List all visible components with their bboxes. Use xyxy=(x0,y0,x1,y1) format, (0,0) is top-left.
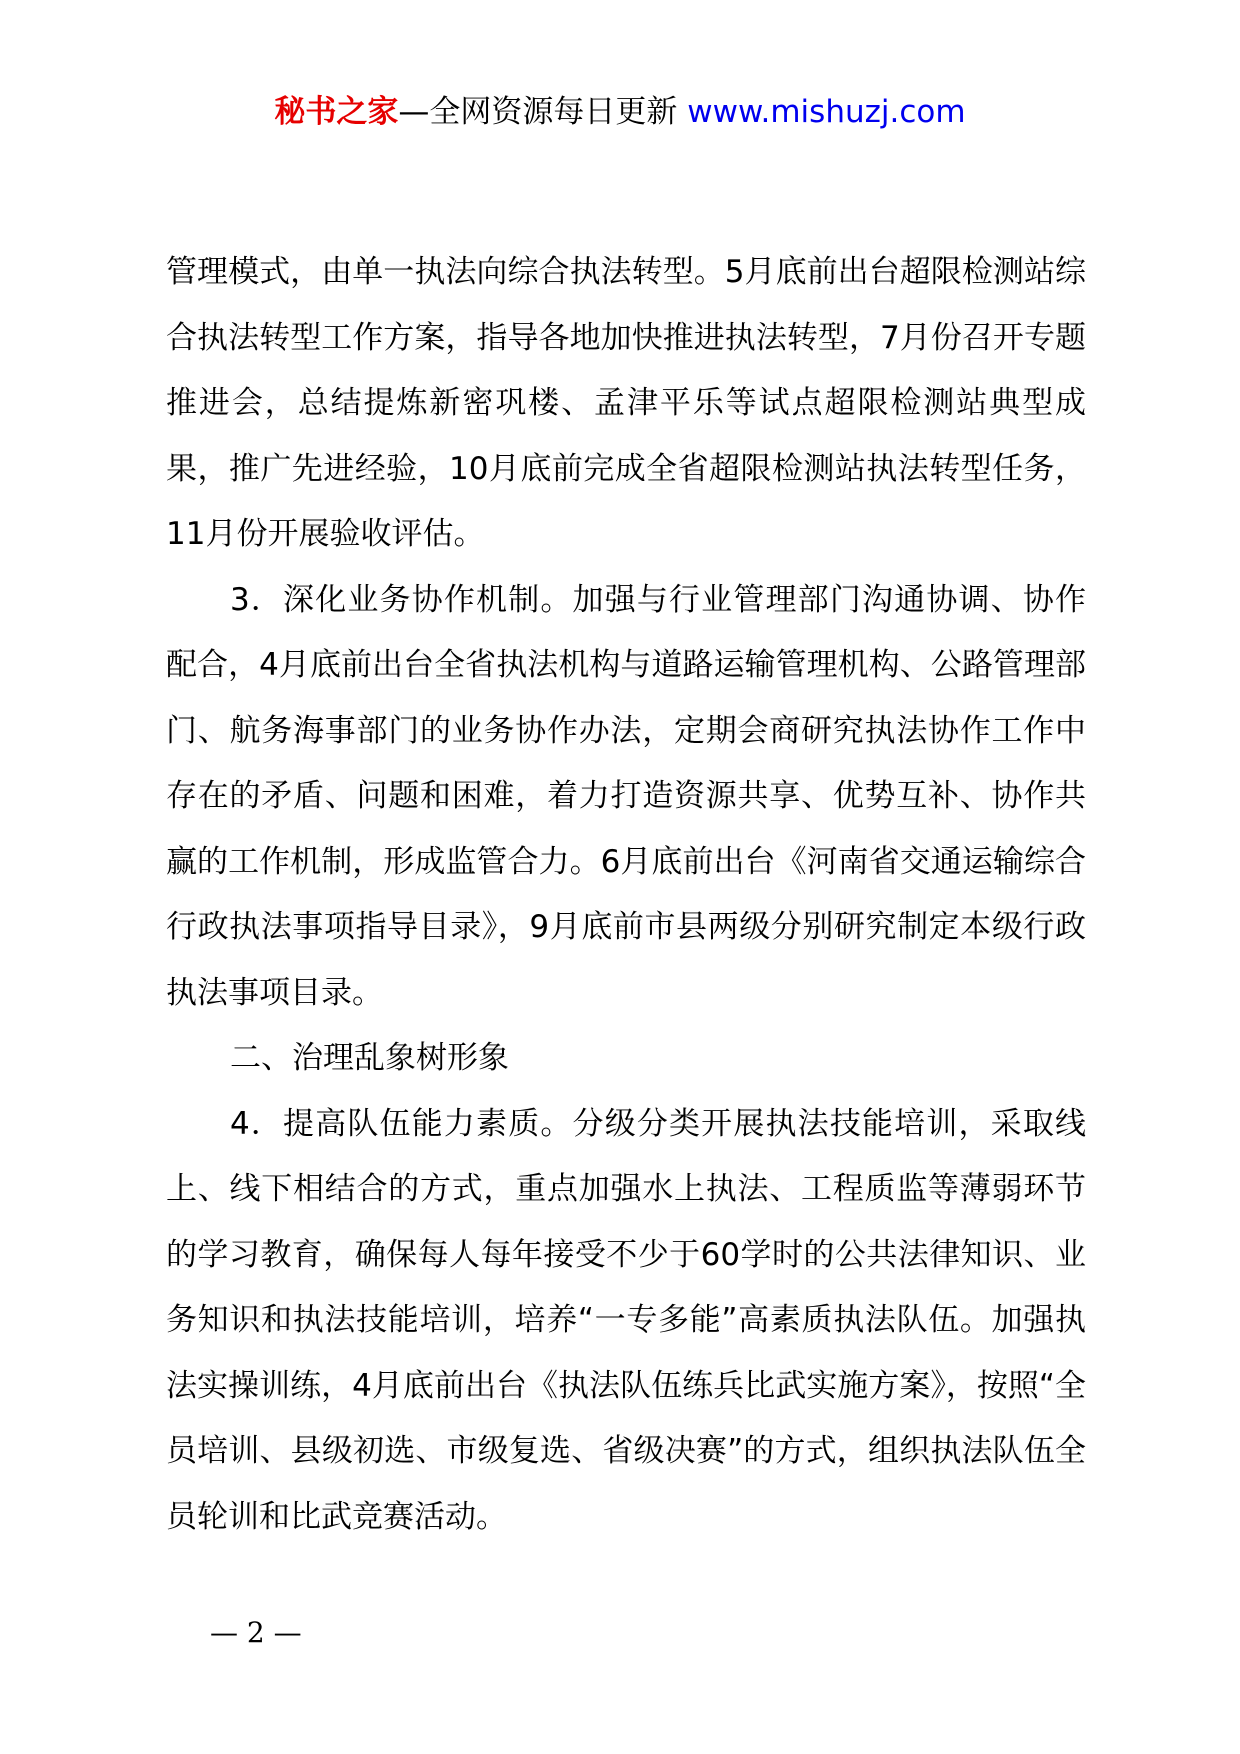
paragraph-item-4: 4．提高队伍能力素质。分级分类开展执法技能培训，采取线上、线下相结合的方式，重点加强水上执法、工程质监等薄弱环节的学习教育，确保每人每年接受不少于60学时的公共法律知识、业务知识和执法技能培训，培养“一专多能”高素质执法队伍。加强执法实操训练，4月底前出台《执法队伍练兵比武实施方案》，按照“全员培训、县级初选、市级复选、省级决赛”的方式，组织执法队伍全员轮训和比武竞赛活动。 xyxy=(166,1105,1086,1535)
paragraph-continuation: 管理模式，由单一执法向综合执法转型。5月底前出台超限检测站综合执法转型工作方案，指导各地加快推进执法转型，7月份召开专题推进会，总结提炼新密巩楼、孟津平乐等试点超限检测站典型成果，推广先进经验，10月底前完成全省超限检测站执法转型任务，11月份开展验收评估。 xyxy=(166,254,1086,552)
site-url-link[interactable]: www.mishuzj.com xyxy=(687,94,966,130)
page-number: — 2 — xyxy=(210,1616,302,1649)
header-tagline: —全网资源每日更新 xyxy=(398,94,688,130)
section-heading: 二、治理乱象树形象 xyxy=(230,1040,509,1076)
brand-name: 秘书之家 xyxy=(274,94,399,130)
page-header xyxy=(0,92,1240,132)
paragraph-item-3: 3．深化业务协作机制。加强与行业管理部门沟通协调、协作配合，4月底前出台全省执法机构与道路运输管理机构、公路管理部门、航务海事部门的业务协作办法，定期会商研究执法协作工作中存在的矛盾、问题和困难，着力打造资源共享、优势互补、协作共赢的工作机制，形成监管合力。6月底前出台《河南省交通运输综合行政执法事项指导目录》，9月底前市县两级分别研究制定本级行政执法事项目录。 xyxy=(166,581,1086,1011)
document-body xyxy=(166,240,1086,1550)
